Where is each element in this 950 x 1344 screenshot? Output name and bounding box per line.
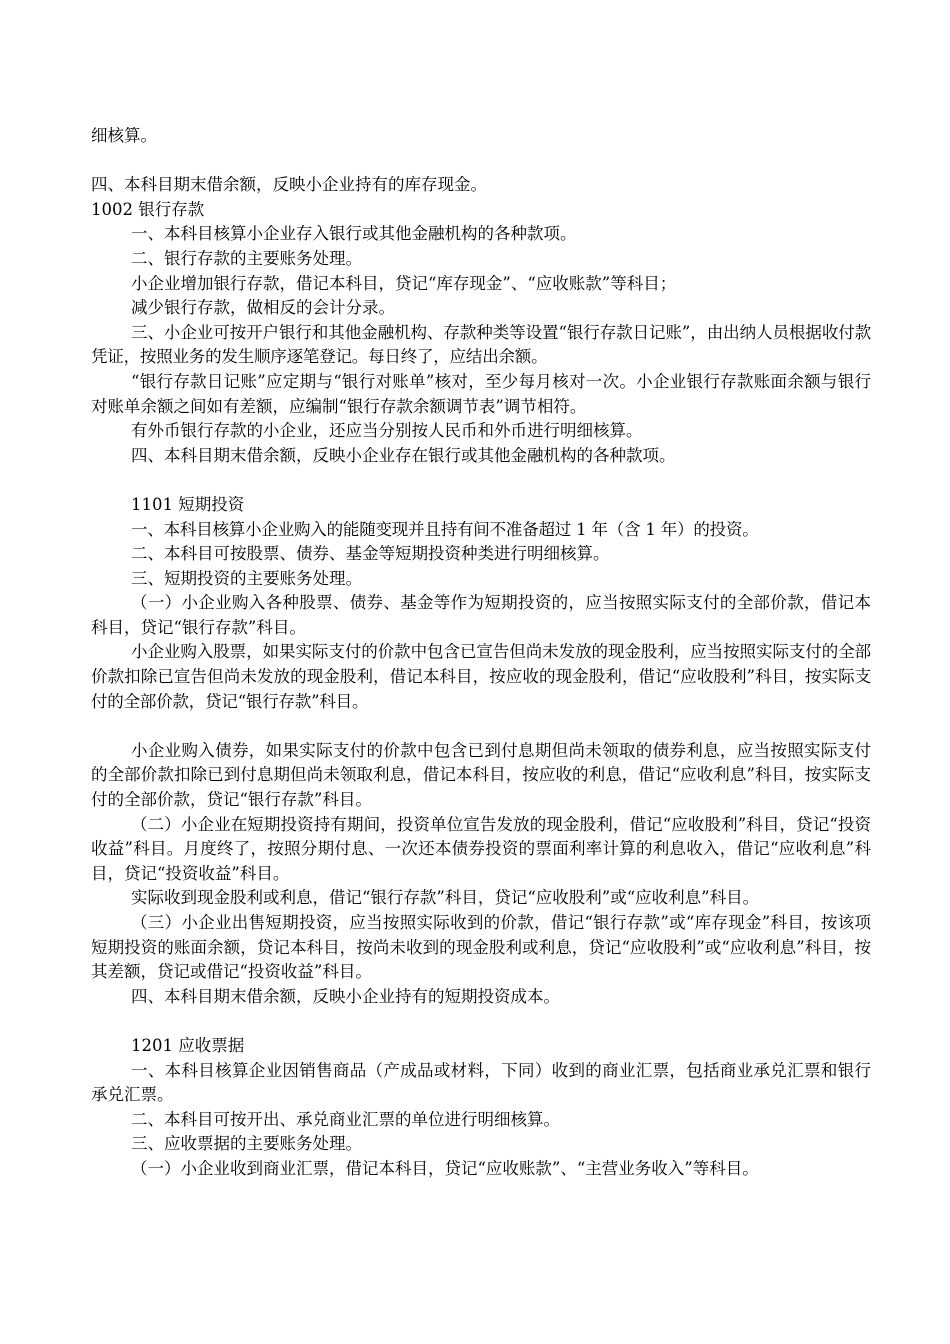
paragraph: 一、本科目核算小企业购入的能随变现并且持有间不准备超过 1 年（含 1 年）的投资。 (131, 519, 759, 539)
paragraph: 二、银行存款的主要账务处理。 (131, 248, 362, 268)
section-heading-1201: 1201 应收票据 (131, 1035, 245, 1055)
paragraph: 二、本科目可按开出、承兑商业汇票的单位进行明细核算。 (131, 1109, 560, 1129)
paragraph: 四、本科目期末借余额，反映小企业持有的库存现金。 (91, 175, 487, 195)
blank-line (91, 149, 871, 174)
paragraph: （三）小企业出售短期投资，应当按照实际收到的价款，借记“银行存款”或“库存现金”科目，按该项短期投资的账面余额，贷记本科目，按尚未收到的现金股利或利息，贷记“应收股利”或“应收利息”科目，按其差额，贷记或借记“投资收益”科目。 (91, 913, 871, 982)
paragraph: 小企业购入债券，如果实际支付的价款中包含已到付息期但尚未领取的债券利息，应当按照实际支付的全部价款扣除已到付息期但尚未领取利息，借记本科目，按应收的利息，借记“应收利息”科目，按实际支付的全部价款，贷记“银行存款”科目。 (91, 740, 871, 810)
paragraph: 有外币银行存款的小企业，还应当分别按人民币和外币进行明细核算。 (131, 421, 643, 441)
paragraph: 二、本科目可按股票、债券、基金等短期投资种类进行明细核算。 (131, 544, 610, 564)
paragraph: 三、小企业可按开户银行和其他金融机构、存款种类等设置“银行存款日记账”，由出纳人员根据收付款凭证，按照业务的发生顺序逐笔登记。每日终了，应结出余额。 (91, 322, 871, 367)
paragraph: 四、本科目期末借余额，反映小企业持有的短期投资成本。 (131, 986, 560, 1006)
paragraph: 三、应收票据的主要账务处理。 (131, 1134, 362, 1154)
paragraph: 三、短期投资的主要账务处理。 (131, 568, 362, 588)
paragraph: 一、本科目核算小企业存入银行或其他金融机构的各种款项。 (131, 224, 577, 244)
paragraph: 小企业增加银行存款，借记本科目，贷记“库存现金”、“应收账款”等科目； (131, 273, 677, 293)
paragraph: （二）小企业在短期投资持有期间，投资单位宣告发放的现金股利，借记“应收股利”科目，贷记“投资收益”科目。月度终了，按照分期付息、一次还本债券投资的票面利率计算的利息收入，借记“应收利息”科目，贷记“投资收益”科目。 (91, 814, 871, 883)
paragraph: （一）小企业收到商业汇票，借记本科目，贷记“应收账款”、“主营业务收入”等科目。 (131, 1158, 759, 1178)
paragraph: （一）小企业购入各种股票、债券、基金等作为短期投资的，应当按照实际支付的全部价款，借记本科目，贷记“银行存款”科目。 (91, 593, 871, 637)
paragraph: 四、本科目期末借余额，反映小企业存在银行或其他金融机构的各种款项。 (131, 445, 676, 465)
paragraph: 小企业购入股票，如果实际支付的价款中包含已宣告但尚未发放的现金股利，应当按照实际支付的全部价款扣除已宣告但尚未发放的现金股利，借记本科目，按应收的现金股利，借记“应收股利”科目，按实际支付的全部价款，贷记“银行存款”科目。 (91, 642, 871, 711)
section-heading-1101: 1101 短期投资 (131, 494, 245, 514)
paragraph: “银行存款日记账”应定期与“银行对账单”核对，至少每月核对一次。小企业银行存款账面余额与银行对账单余额之间如有差额，应编制“银行存款余额调节表”调节相符。 (91, 371, 871, 416)
blank-line (91, 468, 871, 493)
paragraph: 一、本科目核算企业因销售商品（产成品或材料，下同）收到的商业汇票，包括商业承兑汇票和银行承兑汇票。 (91, 1060, 871, 1105)
paragraph: 减少银行存款，做相反的会计分录。 (131, 298, 395, 318)
paragraph: 细核算。 (91, 126, 157, 145)
section-heading-1002: 1002 银行存款 (91, 199, 205, 219)
paragraph: 实际收到现金股利或利息，借记“银行存款”科目，贷记“应收股利”或“应收利息”科目。 (131, 888, 760, 908)
document-body (91, 124, 871, 1182)
blank-line (91, 714, 871, 739)
blank-line (91, 1009, 871, 1034)
